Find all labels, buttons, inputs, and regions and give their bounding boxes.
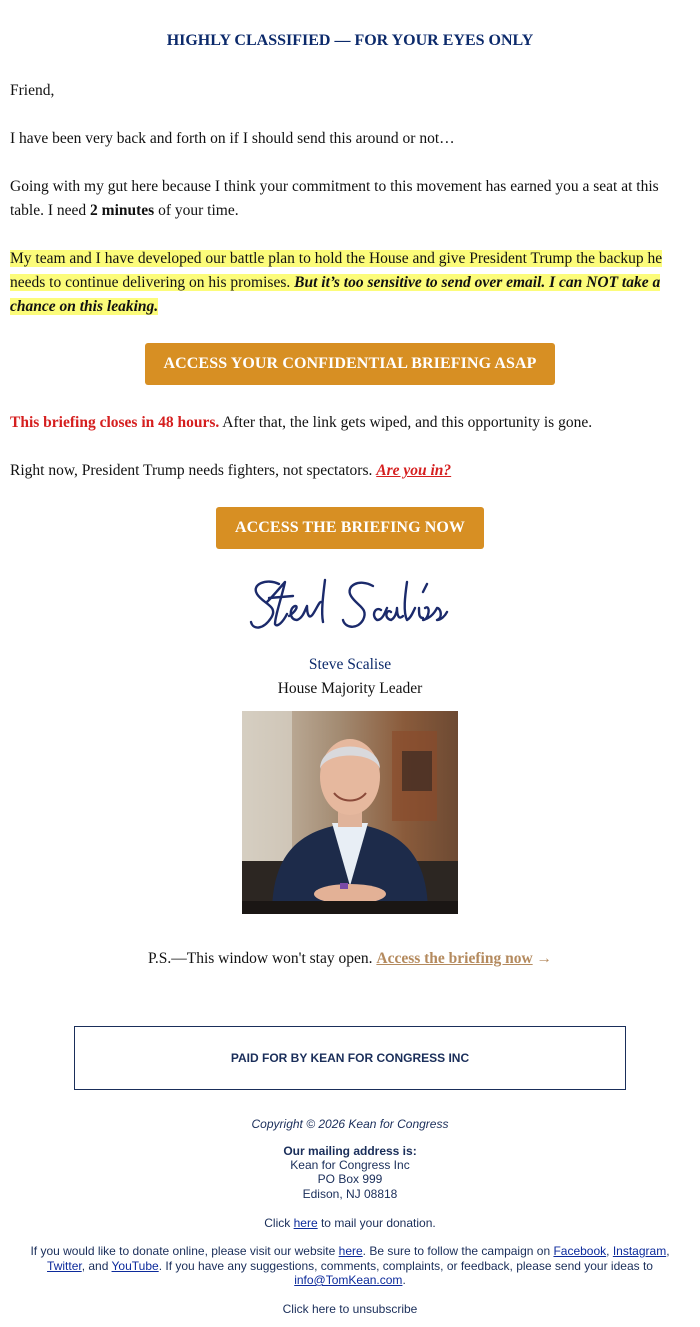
paragraph-3-highlighted <box>10 247 686 319</box>
website-link[interactable]: here <box>338 1244 363 1258</box>
ps-text: P.S.—This window won't stay open. <box>147 950 377 967</box>
period: . <box>402 1273 406 1287</box>
paragraph-2 <box>10 175 686 223</box>
copyright: Copyright © 2026 Kean for Congress <box>251 1117 449 1131</box>
facebook-link[interactable]: Facebook <box>553 1244 607 1258</box>
ps-line <box>0 950 700 968</box>
two-minutes-bold: 2 minutes <box>90 202 155 219</box>
and-text: , and <box>81 1258 112 1273</box>
arrow-right-icon: → <box>532 950 553 967</box>
paragraph-4 <box>10 411 686 435</box>
mailing-po-box: PO Box 999 <box>317 1172 383 1186</box>
donate-online-paragraph <box>20 1244 680 1288</box>
twitter-link[interactable]: Twitter <box>47 1258 82 1273</box>
unsubscribe-link[interactable]: Click here to unsubscribe <box>282 1302 418 1316</box>
signature-image <box>245 572 450 642</box>
donate-text-a: If you would like to donate online, please visit our website <box>30 1244 339 1258</box>
are-you-in-link[interactable]: Are you in? <box>376 462 452 479</box>
access-confidential-briefing-button[interactable]: ACCESS YOUR CONFIDENTIAL BRIEFING ASAP <box>145 343 555 385</box>
mailing-city: Edison, NJ 08818 <box>302 1187 398 1201</box>
comma-2: , <box>666 1244 670 1258</box>
donate-text-c: . If you have any suggestions, comments, complaints, or feedback, please send your ideas to <box>158 1258 653 1273</box>
paragraph-2-text-end: of your time. <box>154 202 239 219</box>
comma-1: , <box>606 1244 613 1258</box>
signer-name: Steve Scalise <box>308 656 392 673</box>
mail-donation-link[interactable]: here <box>293 1216 318 1230</box>
paragraph-5 <box>10 459 686 483</box>
deadline-red-text: This briefing closes in 48 hours. <box>10 414 220 431</box>
portrait-photo <box>242 711 458 914</box>
mail-text-a: Click <box>264 1216 294 1230</box>
greeting: Friend, <box>10 82 55 99</box>
paragraph-4-text: After that, the link gets wiped, and this opportunity is gone. <box>219 414 593 431</box>
signer-role: House Majority Leader <box>277 680 423 697</box>
highlight-bold-italic: But it’s too sensitive to send over email. I can NOT take a chance on this leaking. <box>10 274 661 315</box>
access-briefing-now-button[interactable]: ACCESS THE BRIEFING NOW <box>216 507 484 549</box>
donate-text-b: . Be sure to follow the campaign on <box>362 1244 554 1258</box>
paragraph-1: I have been very back and forth on if I should send this around or not… <box>10 130 455 147</box>
mailing-label: Our mailing address is: <box>283 1144 417 1158</box>
mail-text-b: to mail your donation. <box>317 1216 436 1230</box>
mailing-org: Kean for Congress Inc <box>290 1158 410 1172</box>
paragraph-2-text: Going with my gut here because I think your commitment to this movement has earned you a seat at this table. I need <box>10 178 659 219</box>
mail-donation-line <box>0 1216 700 1231</box>
paid-for-text: PAID FOR BY KEAN FOR CONGRESS INC <box>230 1051 470 1065</box>
instagram-link[interactable]: Instagram <box>612 1244 667 1258</box>
email-link[interactable]: info@TomKean.com <box>294 1273 403 1287</box>
ps-briefing-link[interactable]: Access the briefing now <box>376 950 533 967</box>
email-title: HIGHLY CLASSIFIED — FOR YOUR EYES ONLY <box>166 32 534 49</box>
highlight-text: My team and I have developed our battle plan to hold the House and give President Trump the backup he needs to continue delivering on his promises. <box>10 250 663 291</box>
paid-for-box <box>74 1026 626 1090</box>
youtube-link[interactable]: YouTube <box>111 1258 159 1273</box>
paragraph-5-text: Right now, President Trump needs fighters, not spectators. <box>10 462 377 479</box>
